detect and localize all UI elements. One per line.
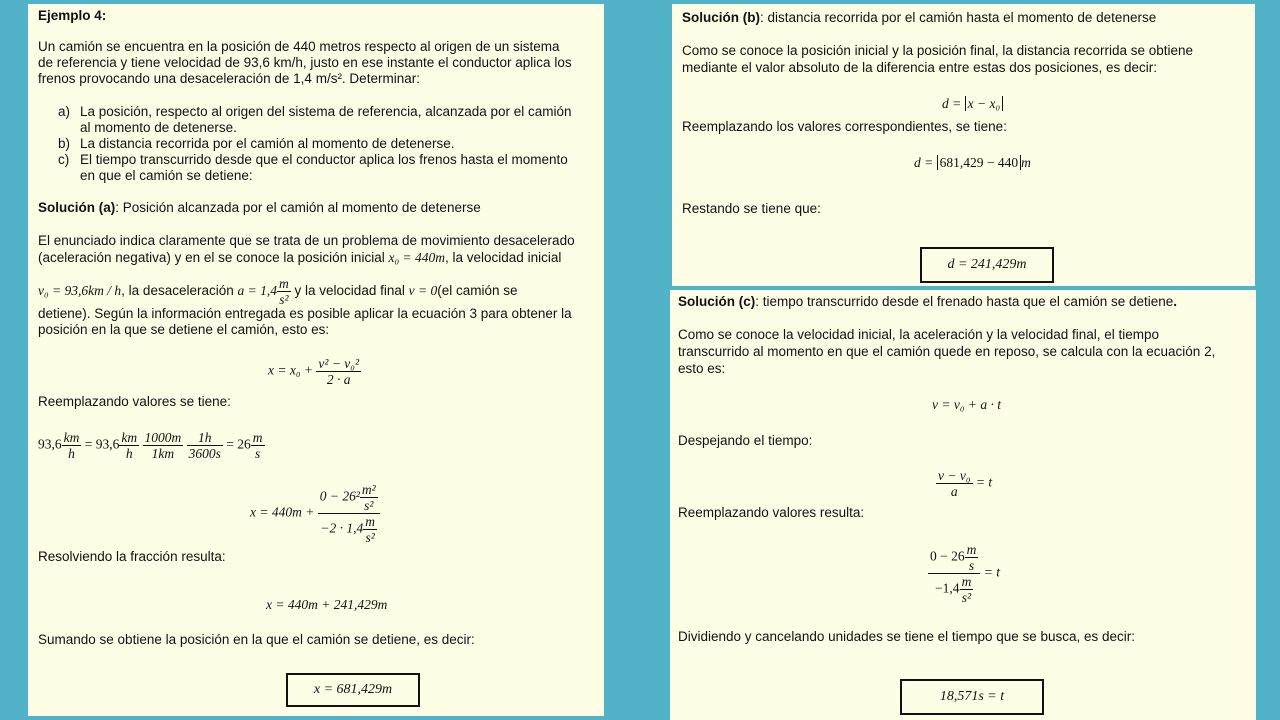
statement-line-2: de referencia y tiene velocidad de 93,6 km/h, justo en ese instante el conductor aplica los [38, 55, 572, 70]
c-eq2-den: a [950, 484, 958, 499]
para1-line-3b: y la velocidad final [294, 283, 405, 299]
b-eq2-lhs: d = [914, 155, 934, 170]
conv-result: = 26 [226, 436, 251, 452]
question-a-line-1: La posición, respecto al origen del sistema de referencia, alcanzada por el camión [80, 104, 572, 119]
solution-c-label: Solución (c) [678, 294, 756, 309]
eq2-lhs: x = 440m + [250, 504, 315, 520]
c-equation-2: v = v₀ + a · t [932, 397, 1002, 412]
conv-h: h [68, 446, 75, 461]
c-para-line-1: Como se conoce la velocidad inicial, la aceleración y la velocidad final, el tiempo [678, 327, 1160, 342]
question-b-line-1: La distancia recorrida por el camión al momento de detenerse. [80, 136, 455, 151]
c-eq3-den-row [928, 574, 980, 605]
answer-b-box: d = 241,429m [920, 247, 1054, 283]
statement-line-3: frenos provocando una desaceleración de 1,4 m/s². Determinar: [38, 71, 420, 86]
c-eq2-rhs: = t [975, 474, 993, 490]
conv-1km: 1km [151, 446, 175, 461]
c-clear-text: Despejando el tiempo: [678, 433, 813, 448]
para1-line-3c: (el camión se [437, 283, 518, 299]
conv-m: m [252, 430, 263, 445]
c-eq3-num-unit [965, 542, 979, 573]
c-eq3-num-row [928, 542, 980, 574]
v0-expression: v₀ = 93,6km / h [38, 283, 122, 299]
c-eq3-den: −1,4 [935, 580, 960, 596]
c-equation-solved [936, 468, 992, 499]
equation-3 [268, 356, 361, 387]
c-eq3-den-unit-num: m [961, 574, 972, 589]
b-para-line-1: Como se conoce la posición inicial y la posición final, la distancia recorrida se obtiene [682, 43, 1194, 58]
eq2-den-row [318, 514, 380, 545]
resolve-text: Resolviendo la fracción resulta: [38, 549, 226, 564]
eq2-den: −2 · 1,4 [320, 520, 364, 536]
para1-line-3a: , la desaceleración [121, 283, 234, 299]
eq2-den-unit-den: s² [365, 530, 375, 545]
solution-b-heading [682, 10, 1156, 26]
eq2-num-row [318, 482, 380, 514]
c-eq3-num-unit-den: s [968, 558, 975, 573]
question-a-line-2: al momento de detenerse. [80, 120, 237, 135]
eq1-lhs: x = x₀ + [268, 362, 314, 378]
solution-a-heading [38, 200, 481, 216]
question-a-label: a) [58, 104, 71, 119]
solution-a-title: : Posición alcanzada por el camión al momento de detenerse [115, 200, 481, 215]
solution-b-title: : distancia recorrida por el camión hasta el momento de detenerse [760, 10, 1157, 25]
question-c-label: c) [58, 152, 70, 167]
conv-h-2: h [125, 446, 133, 461]
c-eq3-num-unit-num: m [966, 542, 977, 557]
c-eq2-fraction [936, 468, 973, 499]
solution-b-label: Solución (b) [682, 10, 760, 25]
c-equation-substituted [928, 542, 1000, 605]
c-eq3-den-unit-den: s² [961, 590, 972, 605]
conv-frac-1 [62, 430, 82, 461]
conv-s: s [255, 446, 261, 461]
para1-line-5: posición en la que se detiene el camión, esto es: [38, 322, 330, 337]
example-title: Ejemplo 4: [38, 8, 107, 23]
answer-a-box: x = 681,429m [286, 673, 420, 707]
b-subtract-text: Restando se tiene que: [682, 201, 821, 216]
conv-3600s: 3600s [188, 446, 221, 461]
c-eq2-num: v − v₀ [938, 468, 971, 483]
a-unit-num: m [279, 276, 289, 291]
eq2-num: 0 − 26² [319, 488, 360, 504]
c-eq3-rhs: = t [983, 564, 1000, 580]
solution-panel-a [28, 4, 604, 716]
b-equation-1 [942, 96, 1003, 112]
conv-frac-4 [187, 430, 223, 461]
equation-sum: x = 440m + 241,429m [266, 597, 388, 612]
b-replace-text: Reemplazando los valores correspondientes, se tiene: [682, 119, 1007, 134]
x0-expression: x₀ = 440m [388, 250, 446, 265]
conv-frac-2 [119, 430, 139, 461]
answer-c-box: 18,571s = t [900, 679, 1044, 715]
c-eq3-fraction [928, 542, 980, 605]
b-eq1-abs: x − x₀ [965, 96, 1004, 111]
b-eq1-lhs: d = [942, 96, 962, 111]
equation-substituted [250, 482, 380, 545]
solution-c-heading [678, 294, 1177, 310]
b-eq2-unit: m [1021, 155, 1031, 170]
eq2-fraction [318, 482, 380, 545]
b-eq2-abs: 681,429 − 440 [937, 155, 1022, 170]
sum-text: Sumando se obtiene la posición en la que el camión se detiene, es decir: [38, 632, 475, 647]
solution-c-title-end: . [1173, 294, 1178, 309]
conv-1h: 1h [187, 430, 223, 446]
question-b-label: b) [58, 136, 71, 151]
conv-frac-3 [143, 430, 184, 461]
question-c-line-1: El tiempo transcurrido desde que el conductor aplica los frenos hasta el momento [80, 152, 568, 167]
velocity-conversion [38, 430, 265, 461]
conv-frac-5 [251, 430, 265, 461]
para1-line-2 [38, 250, 561, 266]
solution-a-label: Solución (a) [38, 200, 116, 215]
eq1-fraction [316, 356, 361, 387]
replace-text-a: Reemplazando valores se tiene: [38, 394, 231, 409]
question-c-line-2: en que el camión se detiene: [80, 168, 253, 183]
conv-km: km [63, 430, 80, 445]
eq2-num-unit [360, 482, 378, 513]
a-unit-den: s² [279, 292, 289, 307]
c-divide-text: Dividiendo y cancelando unidades se tiene el tiempo que se busca, es decir: [678, 629, 1136, 644]
conv-value: 93,6 [38, 436, 62, 452]
solution-panel-b [672, 4, 1255, 286]
para1-line-2a: (aceleración negativa) y en el se conoce la posición inicial [38, 250, 385, 265]
c-eq3-num: 0 − 26 [930, 548, 965, 564]
eq2-num-unit-num: m² [361, 482, 376, 497]
eq2-num-unit-den: s² [364, 498, 374, 513]
conv-1000m: 1000m [144, 430, 182, 445]
eq2-den-unit [363, 514, 377, 545]
b-equation-2 [914, 155, 1031, 171]
a-expression: a = 1,4 [237, 283, 278, 299]
v-expression: v = 0 [408, 283, 438, 299]
eq1-num: v² − v₀² [318, 356, 360, 371]
conv-eq: = 93,6 [84, 436, 120, 452]
c-para-line-3: esto es: [678, 361, 726, 376]
para1-line-1: El enunciado indica claramente que se trata de un problema de movimiento desacelerado [38, 233, 575, 248]
para1-line-2b: , la velocidad inicial [445, 250, 562, 265]
eq2-den-unit-num: m [365, 514, 376, 529]
solution-panel-c [670, 290, 1256, 720]
eq1-den: 2 · a [326, 372, 351, 387]
c-replace-text: Reemplazando valores resulta: [678, 505, 865, 520]
statement-line-1: Un camión se encuentra en la posición de 440 metros respecto al origen de un sistema [38, 39, 560, 54]
solution-c-title: : tiempo transcurrido desde el frenado hasta que el camión se detiene [755, 294, 1174, 309]
b-para-line-2: mediante el valor absoluto de la diferencia entre estas dos posiciones, es decir: [682, 60, 1158, 75]
para1-line-4: detiene). Según la información entregada es posible aplicar la ecuación 3 para obtener la [38, 306, 572, 321]
conv-km-2: km [121, 430, 138, 445]
c-eq3-den-unit [960, 574, 974, 605]
c-para-line-2: transcurrido al momento en que el camión quede en reposo, se calcula con la ecuación 2, [678, 344, 1216, 359]
para1-line-3 [38, 276, 518, 307]
a-unit-fraction [277, 276, 291, 307]
